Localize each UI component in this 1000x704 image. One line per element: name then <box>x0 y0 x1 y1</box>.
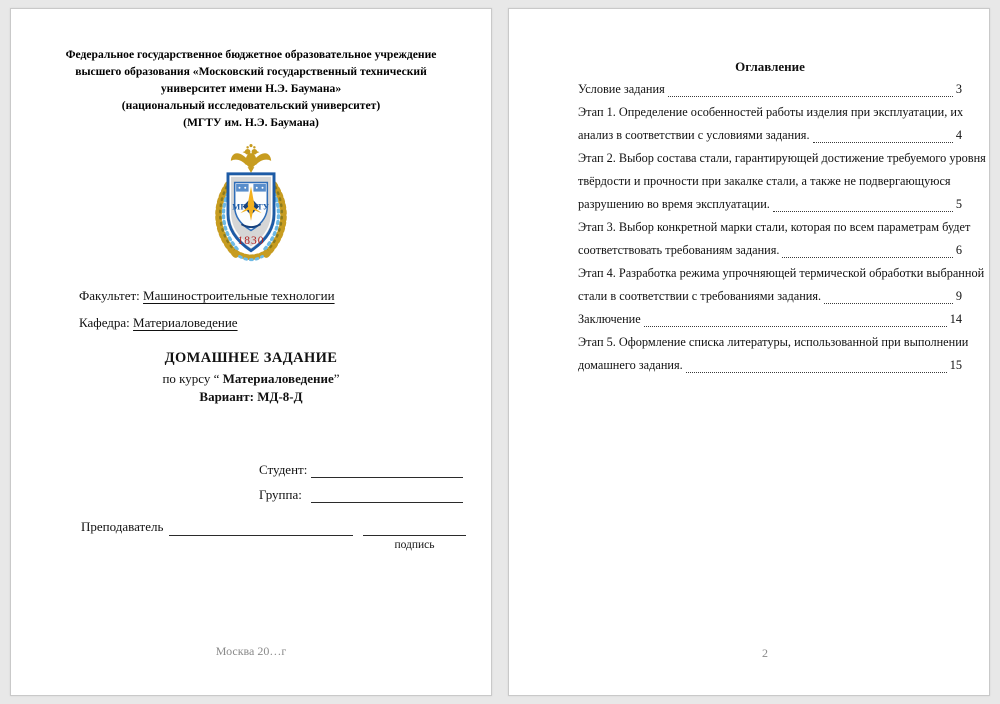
toc-entry-line[interactable] <box>578 193 962 216</box>
department-value: Материаловедение <box>133 315 238 330</box>
variant-label: Вариант: <box>199 389 255 404</box>
toc-entry-line[interactable] <box>578 124 962 147</box>
faculty-row <box>79 282 335 309</box>
homework-title: ДОМАШНЕЕ ЗАДАНИЕ <box>164 350 338 366</box>
group-row <box>259 487 302 503</box>
toc-entry-text: Этап 3. Выбор конкретной марки стали, которая по всем параметрам будет <box>578 220 971 234</box>
toc-entry-line[interactable] <box>578 262 985 285</box>
department-block <box>79 282 335 336</box>
page-number: 2 <box>762 646 768 660</box>
toc-entry-text: твёрдости и прочности при закалке стали, а также не подвергающуюся <box>578 174 951 188</box>
dot-leader <box>813 142 953 143</box>
signature-caption: подпись <box>394 539 435 551</box>
toc-page-ref: 5 <box>955 197 962 211</box>
toc-entry-line[interactable] <box>578 308 962 331</box>
toc-entry-text: Этап 2. Выбор состава стали, гарантирующей достижение требуемого уровня <box>578 151 986 165</box>
university-emblem-icon <box>203 143 299 268</box>
toc-entry-text: стали в соответствии с требованиями задания. <box>578 289 822 303</box>
subtitle-prefix: по курсу “ <box>162 371 223 386</box>
subtitle-suffix: ” <box>333 371 340 386</box>
toc-entry-text: домашнего задания. <box>578 358 683 372</box>
toc-entry-text: Этап 5. Оформление списка литературы, использованной при выполнении <box>578 335 969 349</box>
eagle-icon <box>231 144 271 173</box>
toc-title: Оглавление <box>735 59 805 74</box>
dot-leader <box>773 211 953 212</box>
city-year-footer: Москва 20…г <box>215 644 287 658</box>
toc-entry-line[interactable] <box>578 354 962 377</box>
emblem-year: 1830 <box>237 234 265 247</box>
header-line: университет имени Н.Э. Баумана» <box>160 82 342 95</box>
header-line: высшего образования «Московский государственный технический <box>75 65 427 78</box>
toc-entry-text: соответствовать требованиям задания. <box>578 243 780 257</box>
subtitle-course: Материаловедение <box>222 371 334 386</box>
faculty-value: Машиностроительные технологии <box>143 288 335 303</box>
emblem-abbr-right: ТУ <box>256 201 270 212</box>
emblem-container <box>11 143 491 273</box>
department-label: Кафедра: <box>79 315 130 330</box>
variant-row <box>11 388 491 406</box>
header-line: (национальный исследовательский университет) <box>121 99 381 112</box>
dot-leader <box>644 326 947 327</box>
toc-page-ref: 9 <box>955 289 962 303</box>
homework-title-block <box>11 349 491 406</box>
dot-leader <box>782 257 952 258</box>
teacher-name-line[interactable] <box>169 514 353 536</box>
group-label: Группа: <box>259 487 302 502</box>
student-row <box>259 462 307 478</box>
emblem-abbr-left: МГ <box>232 201 246 212</box>
student-input-line[interactable] <box>311 456 463 478</box>
dot-leader <box>824 303 953 304</box>
toc-entry-line[interactable] <box>578 239 962 262</box>
student-label: Студент: <box>259 462 308 477</box>
toc-entry-line[interactable] <box>578 170 962 193</box>
toc-page-ref: 14 <box>949 312 962 326</box>
toc-entry-line[interactable] <box>578 147 986 170</box>
toc-page-ref: 3 <box>955 82 962 96</box>
group-input-line[interactable] <box>311 481 463 503</box>
faculty-label: Факультет: <box>79 288 140 303</box>
university-header <box>11 46 491 131</box>
toc-page <box>508 8 990 696</box>
toc-entry-line[interactable] <box>578 285 962 308</box>
toc-entry-text: Заключение <box>578 312 641 326</box>
teacher-label: Преподаватель <box>81 519 164 534</box>
toc-page-ref: 4 <box>955 128 962 142</box>
toc-section <box>509 9 989 377</box>
toc-entry-text: Условие задания <box>578 82 665 96</box>
department-row <box>79 309 335 336</box>
toc-entry-line[interactable] <box>578 216 971 239</box>
toc-entry-line[interactable] <box>578 78 962 101</box>
toc-entry-line[interactable] <box>578 331 969 354</box>
toc-entry-text: разрушению во время эксплуатации. <box>578 197 770 211</box>
variant-value: МД-8-Д <box>257 389 303 404</box>
header-line: Федеральное государственное бюджетное образовательное учреждение <box>65 48 437 61</box>
toc-entry-text: анализ в соответствии с условиями задания. <box>578 128 810 142</box>
toc-page-ref: 6 <box>955 243 962 257</box>
toc-entry-line[interactable] <box>578 101 962 124</box>
header-line: (МГТУ им. Н.Э. Баумана) <box>183 116 319 129</box>
toc-entries <box>578 78 986 377</box>
dot-leader <box>686 372 947 373</box>
toc-entry-text: Этап 4. Разработка режима упрочняющей термической обработки выбранной <box>578 266 985 280</box>
toc-page-ref: 15 <box>949 358 962 372</box>
title-page <box>10 8 492 696</box>
teacher-row <box>81 519 163 535</box>
dot-leader <box>668 96 953 97</box>
signature-line[interactable] <box>363 514 466 536</box>
course-subtitle <box>11 370 491 388</box>
toc-entry-text: Этап 1. Определение особенностей работы изделия при эксплуатации, их <box>578 105 964 119</box>
